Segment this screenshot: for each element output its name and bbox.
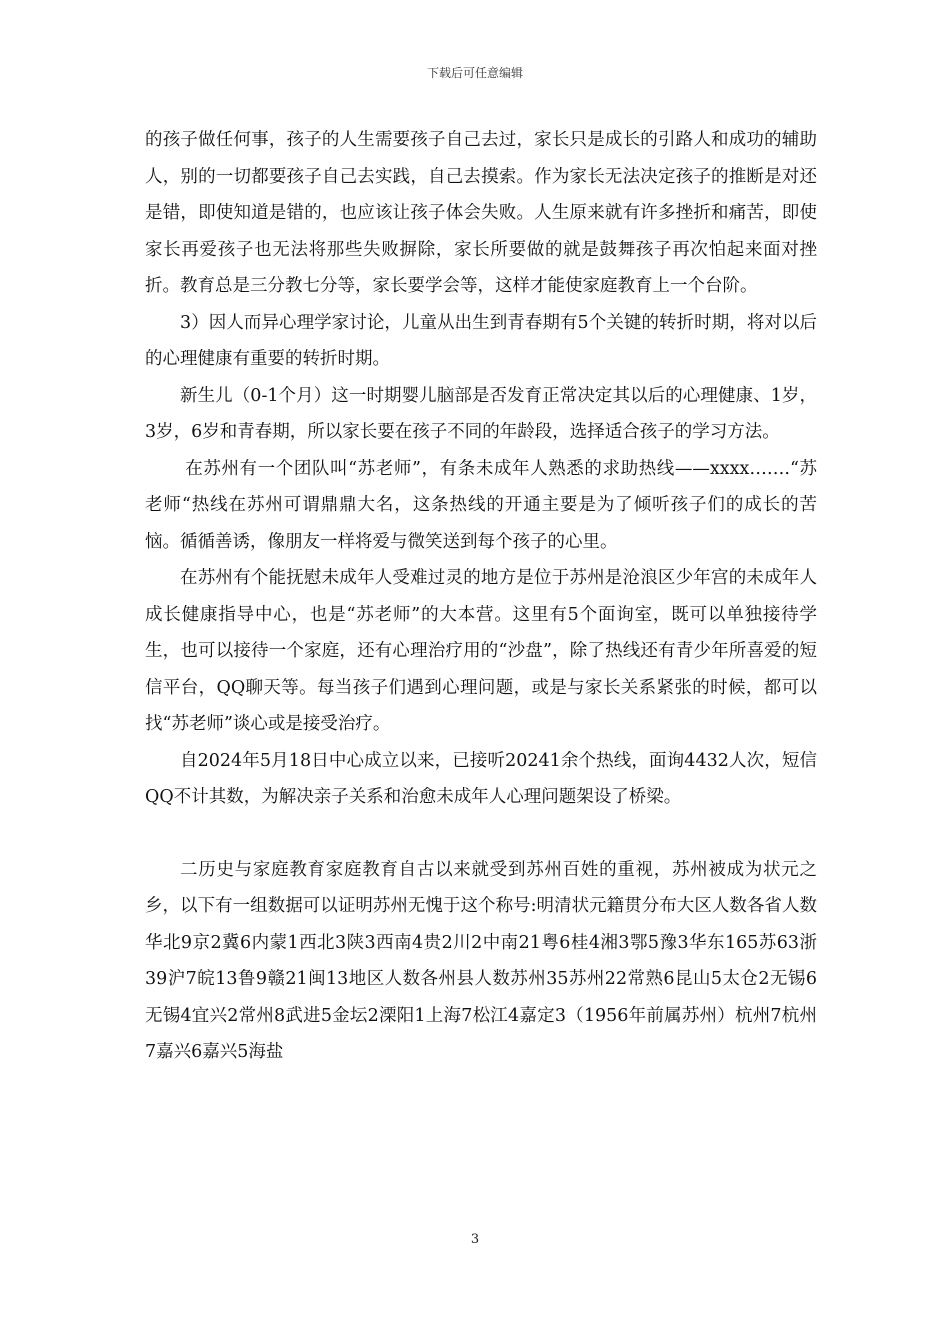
paragraph-guidance-center: 在苏州有个能抚慰未成年人受难过灵的地方是位于苏州是沧浪区少年宫的未成年人成长健康指导中心，也是“苏老师”的大本营。这里有5个面询室，既可以单独接待学生，也可以接待一个家庭，还有心理治疗用的“沙盘”，除了热线还有青少年所喜爱的短信平台，QQ聊天等。每当孩子们遇到心理问题，或是与家长关系紧张的时候，都可以找“苏老师”谈心或是接受治疗。 (145, 568, 817, 734)
paragraph-history: 二历史与家庭教育家庭教育自古以来就受到苏州百姓的重视，苏州被成为状元之乡，以下有一组数据可以证明苏州无愧于这个称号:明清状元籍贯分布大区人数各省人数华北9京2冀6内蒙1西北3陕3西南4贵2川2中南21粤6桂4湘3鄂5豫3华东165苏63浙39沪7皖13鲁9赣21闽13地区人数各州县人数苏州35苏州22常熟6昆山5太仓2无锡6无锡4宜兴2常州8武进5金坛2溧阳1上海7松江4嘉定3（1956年前属苏州）杭州7杭州7嘉兴6嘉兴5海盐 (145, 859, 817, 1062)
document-body (145, 122, 817, 1071)
paragraph-gap (145, 816, 817, 852)
page-number: 3 (470, 1232, 480, 1247)
paragraph-newborn: 新生儿（0-1个月）这一时期婴儿脑部是否发育正常决定其以后的心理健康、1岁，3岁，6岁和青春期，所以家长要在孩子不同的年龄段，选择适合孩子的学习方法。 (145, 385, 817, 442)
paragraph-hotline: 在苏州有一个团队叫“苏老师”，有条未成年人熟悉的求助热线——xxxx…….“苏老师“热线在苏州可谓鼎鼎大名，这条热线的开通主要是为了倾听孩子们的成长的苦恼。循循善诱，像朋友一样将爱与微笑送到每个孩子的心里。 (145, 458, 817, 552)
paragraph-continued: 的孩子做任何事，孩子的人生需要孩子自己去过，家长只是成长的引路人和成功的辅助人，别的一切都要孩子自己去实践，自己去摸索。作为家长无法决定孩子的推断是对还是错，即使知道是错的，也应该让孩子体会失败。人生原来就有许多挫折和痛苦，即使家长再爱孩子也无法将那些失败摒除，家长所要做的就是鼓舞孩子再次怕起来面对挫折。教育总是三分教七分等，家长要学会等，这样才能使家庭教育上一个台阶。 (145, 130, 817, 296)
page-header: 下载后可任意编辑 (426, 66, 523, 80)
paragraph-statistics: 自2024年5月18日中心成立以来，已接听20241余个热线，面询4432人次，短信QQ不计其数，为解决亲子关系和治愈未成年人心理问题架设了桥梁。 (145, 750, 817, 807)
paragraph-development-stages: 3）因人而异心理学家讨论，儿童从出生到青春期有5个关键的转折时期，将对以后的心理健康有重要的转折时期。 (145, 312, 817, 369)
